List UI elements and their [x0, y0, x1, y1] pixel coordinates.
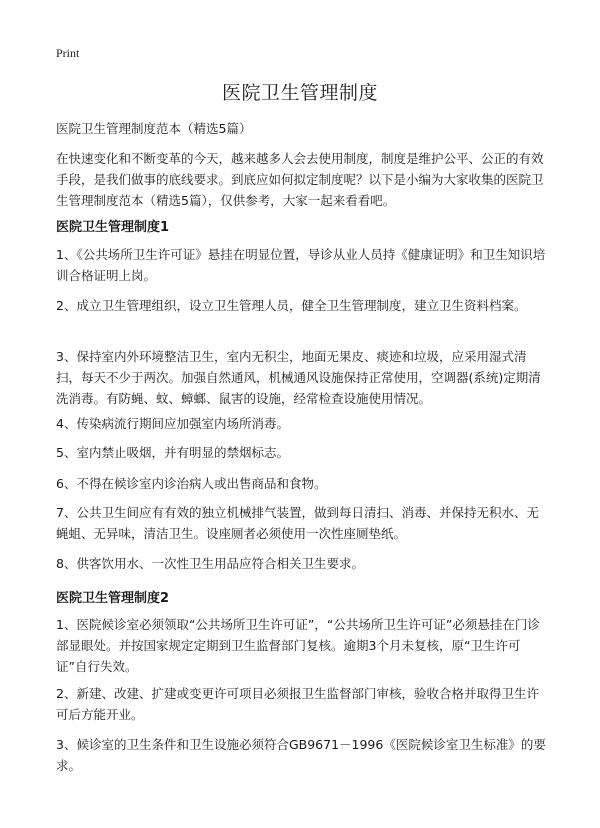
section-1-item-1: 1、《公共场所卫生许可证》悬挂在明显位置，导诊从业人员持《健康证明》和卫生知识培训合格证明上岗。: [56, 247, 546, 283]
section-1-item-3: 3、保持室内外环境整洁卫生，室内无积尘，地面无果皮、痰迹和垃圾，应采用湿式清扫，每天不少于两次。加强自然通风，机械通风设施保持正常使用，空调器(系统)定期清洗消毒。有防蝇、蚊、蟑螂、鼠害的设施，经常检查设施使用情况。: [56, 349, 541, 406]
section-heading-2: 医院卫生管理制度2: [56, 591, 170, 606]
section-heading-1: 医院卫生管理制度1: [56, 220, 170, 235]
section-2-item-3: 3、候诊室的卫生条件和卫生设施必须符合GB9671－1996《医院候诊室卫生标准》的要求。: [56, 737, 546, 773]
intro-paragraph: 在快速变化和不断变革的今天，越来越多人会去使用制度，制度是维护公平、公正的有效手段，是我们做事的底线要求。到底应如何拟定制度呢？以下是小编为大家收集的医院卫生管理制度范本（精选5篇），仅供参考，大家一起来看看吧。: [56, 151, 544, 208]
print-label: Print: [56, 46, 80, 60]
section-1-item-7: 7、公共卫生间应有有效的独立机械排气装置，做到每日清扫、消毒、并保持无积水、无蝇蛆、无异味，清洁卫生。设座厕者必须使用一次性座厕垫纸。: [56, 505, 539, 541]
document-subtitle: 医院卫生管理制度范本（精选5篇）: [56, 121, 252, 136]
page-title: 医院卫生管理制度: [221, 82, 378, 104]
section-1-item-4: 4、传染病流行期间应加强室内场所消毒。: [56, 416, 289, 431]
section-1-item-6: 6、不得在候诊室内诊治病人或出售商品和食物。: [56, 476, 327, 491]
section-1-item-2: 2、成立卫生管理组织，设立卫生管理人员，健全卫生管理制度，建立卫生资料档案。: [56, 298, 527, 313]
section-1-item-8: 8、供客饮用水、一次性卫生用品应符合相关卫生要求。: [56, 556, 364, 571]
section-2-item-2: 2、新建、改建、扩建或变更许可项目必须报卫生监督部门审核，验收合格并取得卫生许可后方能开业。: [56, 686, 539, 722]
section-1-item-5: 5、室内禁止吸烟，并有明显的禁烟标志。: [56, 445, 289, 460]
section-2-item-1: 1、医院候诊室必须领取“公共场所卫生许可证”，“公共场所卫生许可证”必须悬挂在门诊部显眼处。并按国家规定定期到卫生监督部门复核。逾期3个月未复核，原“卫生许可证”自行失效。: [56, 617, 540, 674]
